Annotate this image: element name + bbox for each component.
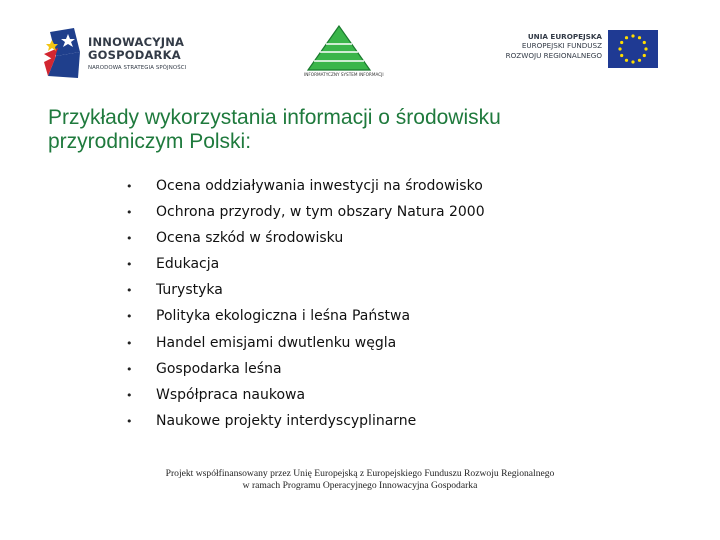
- list-item-text: Naukowe projekty interdyscyplinarne: [156, 412, 417, 429]
- innowacyjna-gospodarka-logo-mark: [44, 26, 84, 80]
- eu-logo-text: [494, 32, 602, 60]
- innowacyjna-gospodarka-text: [88, 36, 186, 71]
- list-item-text: Ochrona przyrody, w tym obszary Natura 2000: [156, 204, 485, 221]
- list-item-text: Gospodarka leśna: [156, 360, 282, 377]
- eu-flag-icon: [608, 30, 658, 68]
- bullet-icon: •: [126, 180, 133, 193]
- list-item-text: Ocena oddziaływania inwestycji na środowisko: [156, 178, 483, 194]
- list-item-text: Współpraca naukowa: [156, 386, 306, 403]
- bullet-icon: •: [126, 284, 133, 298]
- slide-title-line1: Przykłady wykorzystania informacji o środowisku: [48, 106, 501, 129]
- ig-logo-line1: INNOWACYJNA: [88, 35, 185, 49]
- slide-title-line2: przyrodniczym Polski:: [48, 130, 252, 153]
- triangle-logo-icon: [304, 24, 374, 72]
- slide-title: [48, 106, 688, 154]
- bullet-icon: •: [126, 362, 133, 376]
- eu-logo: [494, 30, 666, 72]
- bullet-icon: •: [126, 258, 133, 272]
- eu-logo-line1: UNIA EUROPEJSKA: [527, 32, 602, 41]
- bullet-icon: •: [126, 336, 133, 350]
- bullet-icon: •: [126, 232, 133, 246]
- triangle-logo: [304, 24, 384, 80]
- bullet-icon: •: [126, 310, 133, 324]
- bullet-icon: •: [126, 206, 133, 220]
- triangle-logo-caption: INFORMATYCZNY SYSTEM INFORMACJI: [304, 72, 384, 77]
- bullet-icon: •: [126, 388, 133, 402]
- list-item-text: Edukacja: [156, 256, 220, 273]
- bullet-icon: •: [126, 414, 133, 428]
- list-item-text: Handel emisjami dwutlenku węgla: [156, 334, 397, 351]
- ig-logo-line2: GOSPODARKA: [88, 48, 181, 62]
- eu-logo-line3: ROZWOJU REGIONALNEGO: [505, 50, 602, 60]
- innowacyjna-gospodarka-logo: [44, 26, 204, 80]
- ig-logo-line3: NARODOWA STRATEGIA SPÓJNOŚCI: [88, 65, 187, 71]
- eu-logo-line2: EUROPEJSKI FUNDUSZ: [521, 41, 602, 50]
- footer-line2: w ramach Programu Operacyjnego Innowacyjna Gospodarka: [242, 480, 478, 491]
- list-item-text: Ocena szkód w środowisku: [156, 230, 344, 247]
- footer-note: [100, 468, 620, 492]
- footer-line1: Projekt współfinansowany przez Unię Europejską z Europejskiego Funduszu Rozwoju Regionalnego: [165, 468, 555, 479]
- list-item-text: Turystyka: [156, 282, 223, 299]
- list-item-text: Polityka ekologiczna i leśna Państwa: [156, 308, 411, 325]
